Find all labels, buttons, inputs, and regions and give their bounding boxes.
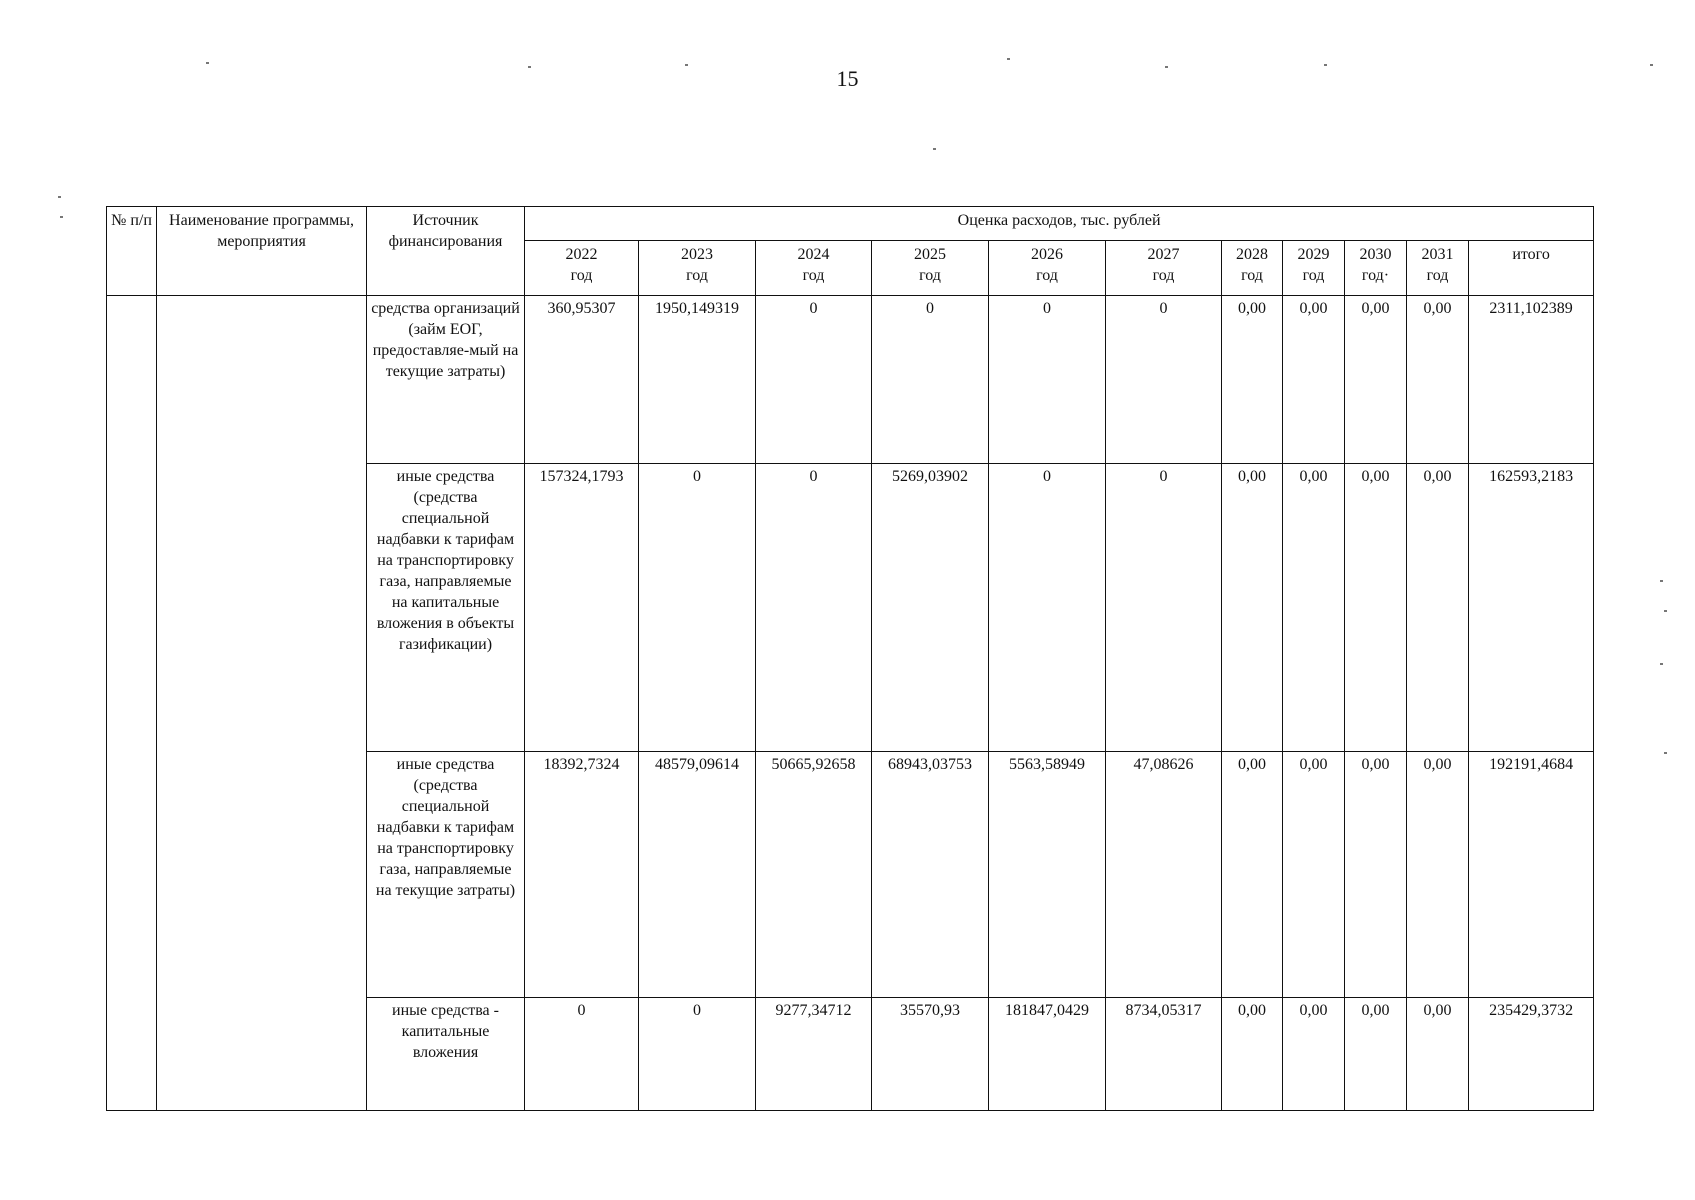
page-number: 15 xyxy=(836,66,859,91)
value-cell: 0,00 xyxy=(1407,752,1469,998)
value-cell: 0,00 xyxy=(1222,296,1283,464)
header-year: 2029 год xyxy=(1283,241,1345,296)
scan-speck xyxy=(60,216,63,218)
header-expense-estimate: Оценка расходов, тыс. рублей xyxy=(525,207,1594,241)
value-cell: 0 xyxy=(989,296,1106,464)
header-year: 2030 год· xyxy=(1345,241,1407,296)
value-cell: 0,00 xyxy=(1222,752,1283,998)
header-year: 2025 год xyxy=(872,241,989,296)
value-cell: 0 xyxy=(1106,296,1222,464)
value-cell: 0,00 xyxy=(1407,464,1469,752)
scan-speck xyxy=(1664,752,1667,754)
scan-speck xyxy=(1660,663,1663,665)
scan-speck xyxy=(1650,64,1653,66)
value-cell: 0,00 xyxy=(1407,998,1469,1111)
value-cell: 0,00 xyxy=(1345,464,1407,752)
value-cell: 0 xyxy=(639,998,756,1111)
header-year: 2026 год xyxy=(989,241,1106,296)
value-cell: 0 xyxy=(525,998,639,1111)
funding-source-cell: средства организаций (займ ЕОГ, предоставляе-мый на текущие затраты) xyxy=(367,296,525,464)
value-cell: 68943,03753 xyxy=(872,752,989,998)
value-cell: 1950,149319 xyxy=(639,296,756,464)
value-cell: 0 xyxy=(989,464,1106,752)
scan-speck xyxy=(528,66,531,68)
value-cell: 0 xyxy=(756,296,872,464)
header-year: 2028 год xyxy=(1222,241,1283,296)
scan-speck xyxy=(206,62,209,64)
value-cell: 8734,05317 xyxy=(1106,998,1222,1111)
value-cell: 50665,92658 xyxy=(756,752,872,998)
scan-speck xyxy=(1324,64,1327,66)
scan-speck xyxy=(58,196,61,198)
funding-source-cell: иные средства (средства специальной надбавки к тарифам на транспортировку газа, направляемые на текущие затраты) xyxy=(367,752,525,998)
value-cell: 0,00 xyxy=(1345,998,1407,1111)
value-cell: 181847,0429 xyxy=(989,998,1106,1111)
scan-speck xyxy=(685,64,688,66)
value-cell: 0,00 xyxy=(1283,752,1345,998)
header-year: 2027 год xyxy=(1106,241,1222,296)
value-cell: 0 xyxy=(756,464,872,752)
value-cell: 0,00 xyxy=(1283,296,1345,464)
funding-source-cell: иные средства - капитальные вложения xyxy=(367,998,525,1111)
header-program-name: Наименование программы, мероприятия xyxy=(157,207,367,296)
header-year: 2031 год xyxy=(1407,241,1469,296)
row-program-name-cell xyxy=(157,296,367,1111)
value-cell: 0,00 xyxy=(1222,998,1283,1111)
value-cell: 47,08626 xyxy=(1106,752,1222,998)
total-cell: 235429,3732 xyxy=(1469,998,1594,1111)
table-row xyxy=(107,296,1594,464)
value-cell: 9277,34712 xyxy=(756,998,872,1111)
scan-speck xyxy=(1664,610,1667,612)
header-total: итого xyxy=(1469,241,1594,296)
value-cell: 0,00 xyxy=(1283,998,1345,1111)
row-num-cell xyxy=(107,296,157,1111)
total-cell: 2311,102389 xyxy=(1469,296,1594,464)
value-cell: 0 xyxy=(872,296,989,464)
value-cell: 157324,1793 xyxy=(525,464,639,752)
budget-table xyxy=(106,206,1594,1111)
total-cell: 162593,2183 xyxy=(1469,464,1594,752)
value-cell: 360,95307 xyxy=(525,296,639,464)
value-cell: 18392,7324 xyxy=(525,752,639,998)
value-cell: 0,00 xyxy=(1345,296,1407,464)
header-funding-source: Источник финансирования xyxy=(367,207,525,296)
value-cell: 0,00 xyxy=(1222,464,1283,752)
scan-speck xyxy=(933,148,936,150)
scan-speck xyxy=(1660,580,1663,582)
value-cell: 0,00 xyxy=(1345,752,1407,998)
scan-speck xyxy=(1007,58,1010,60)
value-cell: 5269,03902 xyxy=(872,464,989,752)
header-year: 2022 год xyxy=(525,241,639,296)
header-year: 2024 год xyxy=(756,241,872,296)
value-cell: 0,00 xyxy=(1283,464,1345,752)
value-cell: 0 xyxy=(1106,464,1222,752)
total-cell: 192191,4684 xyxy=(1469,752,1594,998)
value-cell: 0,00 xyxy=(1407,296,1469,464)
scan-speck xyxy=(1165,66,1168,68)
header-num: № п/п xyxy=(107,207,157,296)
funding-source-cell: иные средства (средства специальной надбавки к тарифам на транспортировку газа, направляемые на капитальные вложения в объекты газификации) xyxy=(367,464,525,752)
value-cell: 0 xyxy=(639,464,756,752)
header-year: 2023 год xyxy=(639,241,756,296)
value-cell: 35570,93 xyxy=(872,998,989,1111)
value-cell: 5563,58949 xyxy=(989,752,1106,998)
value-cell: 48579,09614 xyxy=(639,752,756,998)
